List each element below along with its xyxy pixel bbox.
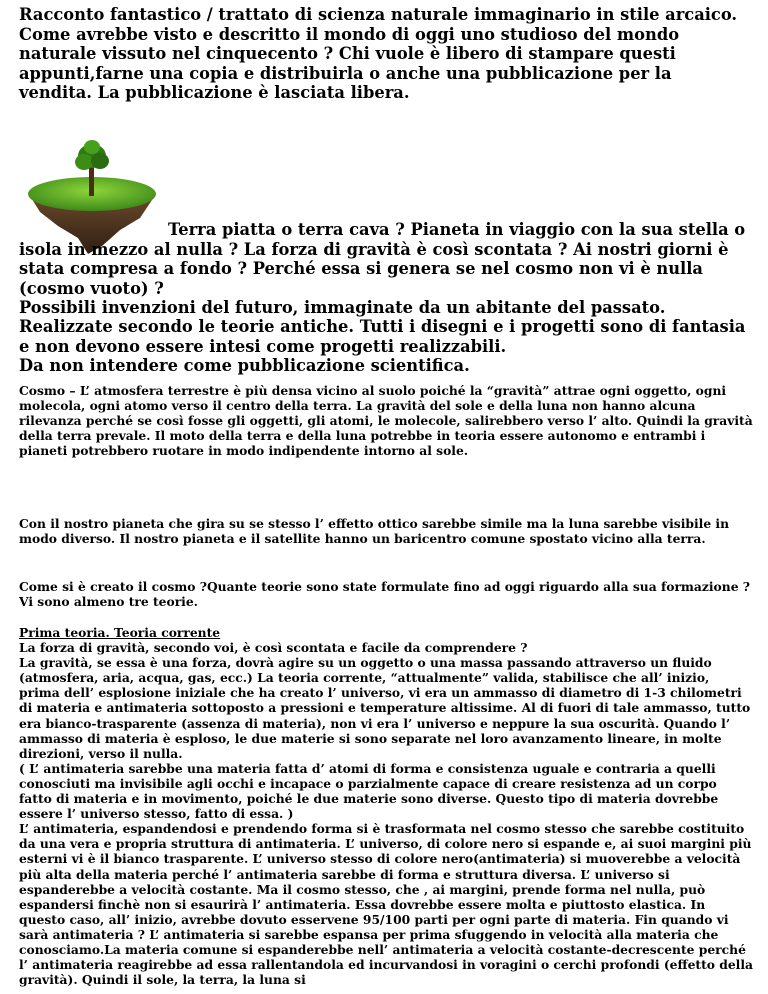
section-title: Prima teoria. Teoria corrente xyxy=(19,625,221,640)
questions-heading: Terra piatta o terra cava ? Pianeta in viaggio con la sua stella o isola in mezzo al nulla ? La forza di gravità è così scontata ? Ai nostri giorni è stata compresa a fondo ? Perché essa si genera se nel cosmo non vi è nulla (cosmo vuoto) ? xyxy=(19,220,746,298)
section-question: La forza di gravità, secondo voi, è così scontata e facile da comprendere ? xyxy=(19,640,528,656)
paragraph-3: L’ antimateria, espandendosi e prendendo forma si è trasformata nel cosmo stesso che sarebbe costituito da una vera e propria struttura di antimateria. L’ universo, di colore nero si espande e, ai suoi margini più esterni vi è il bianco trasparente. L’ universo stesso di colore nero(antimateria) si muoverebbe a velocità più alta della materia perché l’ antimateria sarebbe di forma e struttura diversa. L’ universo si espanderebbe a velocità costante. Ma il cosmo stesso, che , ai margini, prende forma nel nulla, può espandersi finchè non si esaurirà l’ antimateria. Essa dovrebbe essere molta e piuttosto elastica. In questo caso, all’ inizio, avrebbe dovuto esservene 95/100 parti per ogni parte di materia. Fin quando vi sarà antimateria ? L’ antimateria si sarebbe espansa per prima sfuggendo in velocità alla materia che conosciamo.La materia comune si espanderebbe nell’ antimateria a velocità costante-decrescente perché l’ antimateria reagirebbe ad essa rallentandola ed incurvandosi in voragini o cerchi profondi (effetto della gravità). Quindi il sole, la terra, la luna si xyxy=(19,821,753,988)
paragraph-2: ( L’ antimateria sarebbe una materia fatta d’ atomi di forma e consistenza uguale e contraria a quelli conosciuti ma invisibile agli occhi e incapace o parzialmente capace di creare resistenza ad un corpo fatto di materia e in movimento, poiché le due materie sono diverse. Questo tipo di materia dovrebbe essere l’ universo stesso, fatto di essa. ) xyxy=(19,760,719,822)
note-line-2: Realizzate secondo le teorie antiche. Tutti i disegni e i progetti sono di fantasia e non devono essere intesi come progetti realizzabili. xyxy=(19,317,746,356)
intro-heading: Racconto fantastico / trattato di scienza naturale immaginario in stile arcaico. Come avrebbe visto e descritto il mondo di oggi uno studioso del mondo naturale vissuto nel cinquecento ? Chi vuole è libero di stampare questi appunti,farne una copia e distribuirla o anche una pubblicazione per la vendita. La pubblicazione è lasciata libera. xyxy=(19,5,738,103)
note-line-3: Da non intendere come pubblicazione scientifica. xyxy=(19,356,470,375)
paragraph-1: La gravità, se essa è una forza, dovrà agire su un oggetto o una massa passando attraverso un fluido (atmosfera, aria, acqua, gas, ecc.) La teoria corrente, “attualmente” valida, stabilisce che all’ inizio, prima dell’ esplosione iniziale che ha creato l’ universo, vi era un ammasso di diametro di 1-3 chilometri di materia e antimateria sottoposto a pressioni e temperature altissime. Al di fuori di tale ammasso, tutto era bianco-trasparente (assenza di materia), non vi era l’ universo e neppure la sua oscurità. Quando l’ ammasso di materia è esploso, le due materie si sono separate nel loro avanzamento lineare, in molte direzioni, verso il nulla. xyxy=(19,655,751,761)
cosmo-paragraph: Cosmo – L’ atmosfera terrestre è più densa vicino al suolo poiché la “gravità” attrae ogni oggetto, ogni molecola, ogni atomo verso il centro della terra. La gravità del sole e della luna non hanno alcuna rilevanza perché se così fosse gli oggetti, gli atomi, le molecole, salirebbero verso l’ alto. Quindi la gravità della terra prevale. Il moto della terra e della luna potrebbe in teoria essere autonomo e entrambi i pianeti potrebbero ruotare in modo indipendente intorno al sole. xyxy=(19,383,753,459)
come-paragraph: Come si è creato il cosmo ?Quante teorie sono state formulate fino ad oggi riguardo alla sua formazione ?Vi sono almeno tre teorie. xyxy=(19,579,751,610)
pianeta-paragraph: Con il nostro pianeta che gira su se stesso l’ effetto ottico sarebbe simile ma la luna sarebbe visibile in modo diverso. Il nostro pianeta e il satellite hanno un baricentro comune spostato vicino alla terra. xyxy=(19,516,730,547)
prima-teoria-section xyxy=(19,625,753,987)
note-line-1: Possibili invenzioni del futuro, immaginate da un abitante del passato. xyxy=(19,298,666,317)
